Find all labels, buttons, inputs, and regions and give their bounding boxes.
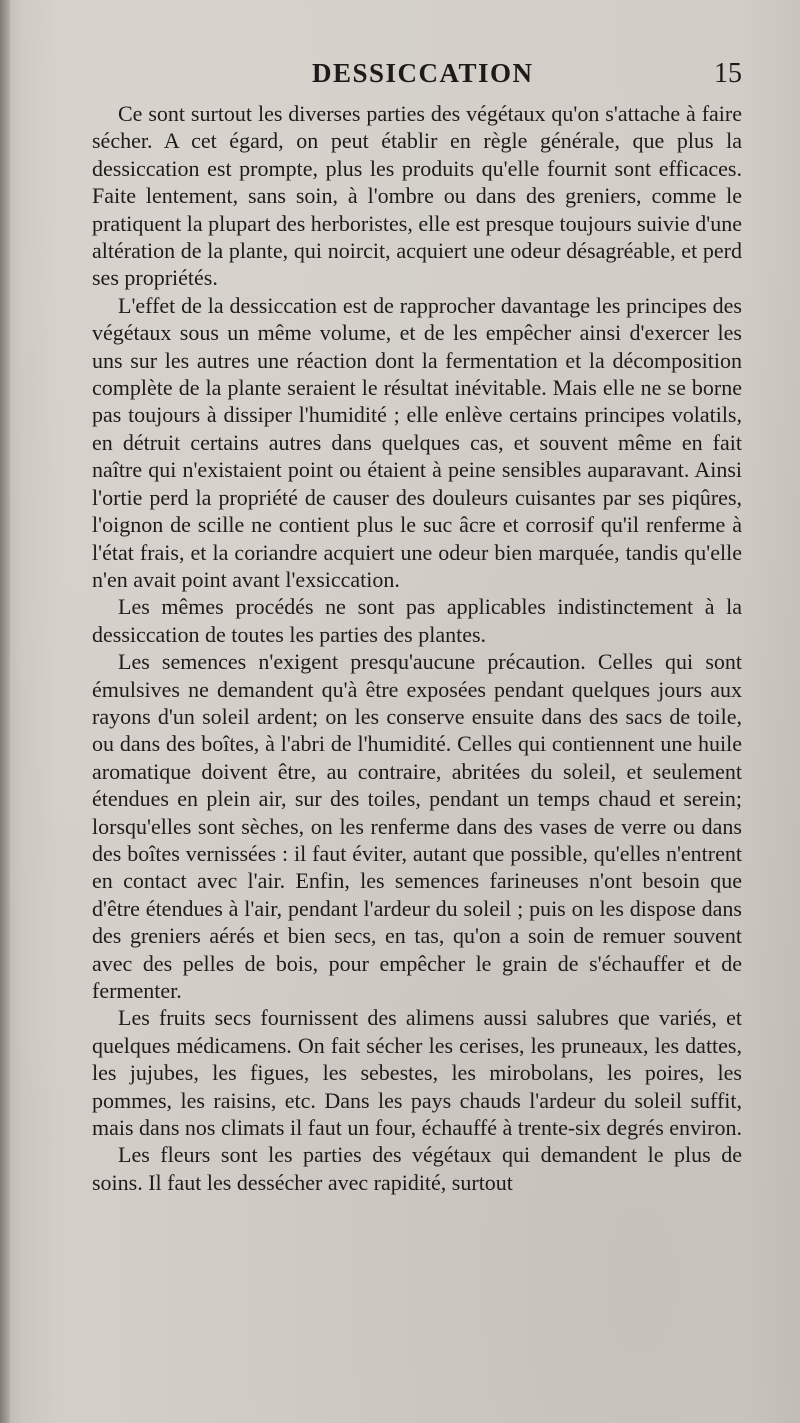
paragraph-flowers: Les fleurs sont les parties des végétaux qui demandent le plus de soins. Il faut les dessécher avec rapidité, surtout [92,1142,742,1195]
paragraph-effect: L'effet de la dessiccation est de rapprocher davantage les principes des végétaux sous un même volume, et de les empêcher ainsi d'exercer les uns sur les autres une réaction dont la fermentation et la décomposition complète de la plante seraient le résultat inévitable. Mais elle ne se borne pas toujours à dissiper l'humidité ; elle enlève certains principes volatils, en détruit certains autres dans quelques cas, et souvent même en fait naître qui n'existaient point ou étaient à peine sensibles auparavant. Ainsi l'ortie perd la propriété de causer des douleurs cuisantes par ses piqûres, l'oignon de scille ne contient plus le suc âcre et corrosif qu'il renferme à l'état frais, et la coriandre acquiert une odeur bien marquée, tandis qu'elle n'en avait point avant l'exsiccation. [92,292,742,592]
body-text [92,100,742,1196]
paragraph-procedures: Les mêmes procédés ne sont pas applicables indistinctement à la dessiccation de toutes les parties des plantes. [92,594,742,647]
paragraph-seeds: Les semences n'exigent presqu'aucune précaution. Celles qui sont émulsives ne demandent qu'à être exposées pendant quelques jours aux rayons d'un soleil ardent; on les conserve ensuite dans des sacs de toile, ou dans des boîtes, à l'abri de l'humidité. Celles qui contiennent une huile aromatique doivent être, au contraire, abritées du soleil, et seulement étendues en plein air, sur des toiles, pendant un temps chaud et serein; lorsqu'elles sont sèches, on les renferme dans des vases de verre ou dans des boîtes vernissées : il faut éviter, autant que possible, qu'elles n'entrent en contact avec l'air. Enfin, les semences farineuses n'ont besoin que d'être étendues à l'air, pendant l'ardeur du soleil ; puis on les dispose dans des greniers aérés et bien secs, en tas, qu'on a soin de remuer souvent avec des pelles de bois, pour empêcher le grain de s'échauffer et de fermenter. [92,649,742,1003]
page-header [92,58,742,98]
page-binding-edge [0,0,10,1423]
page-number: 15 [714,58,742,89]
running-title: DESSICCATION [312,58,534,88]
paragraph-fruits: Les fruits secs fournissent des alimens aussi salubres que variés, et quelques médicamens. On fait sécher les cerises, les pruneaux, les dattes, les jujubes, les figues, les sebestes, les mirobolans, les poires, les pommes, les raisins, etc. Dans les pays chauds l'ardeur du soleil suffit, mais dans nos climats il faut un four, échauffé à trente-six degrés environ. [92,1005,742,1141]
paragraph-intro: Ce sont surtout les diverses parties des végétaux qu'on s'attache à faire sécher. A cet égard, on peut établir en règle générale, que plus la dessiccation est prompte, plus les produits qu'elle fournit sont efficaces. Faite lentement, sans soin, à l'ombre ou dans des greniers, comme le pratiquent la plupart des herboristes, elle est presque toujours suivie d'une altération de la plante, qui noircit, acquiert une odeur désagréable, et perd ses propriétés. [92,101,742,291]
